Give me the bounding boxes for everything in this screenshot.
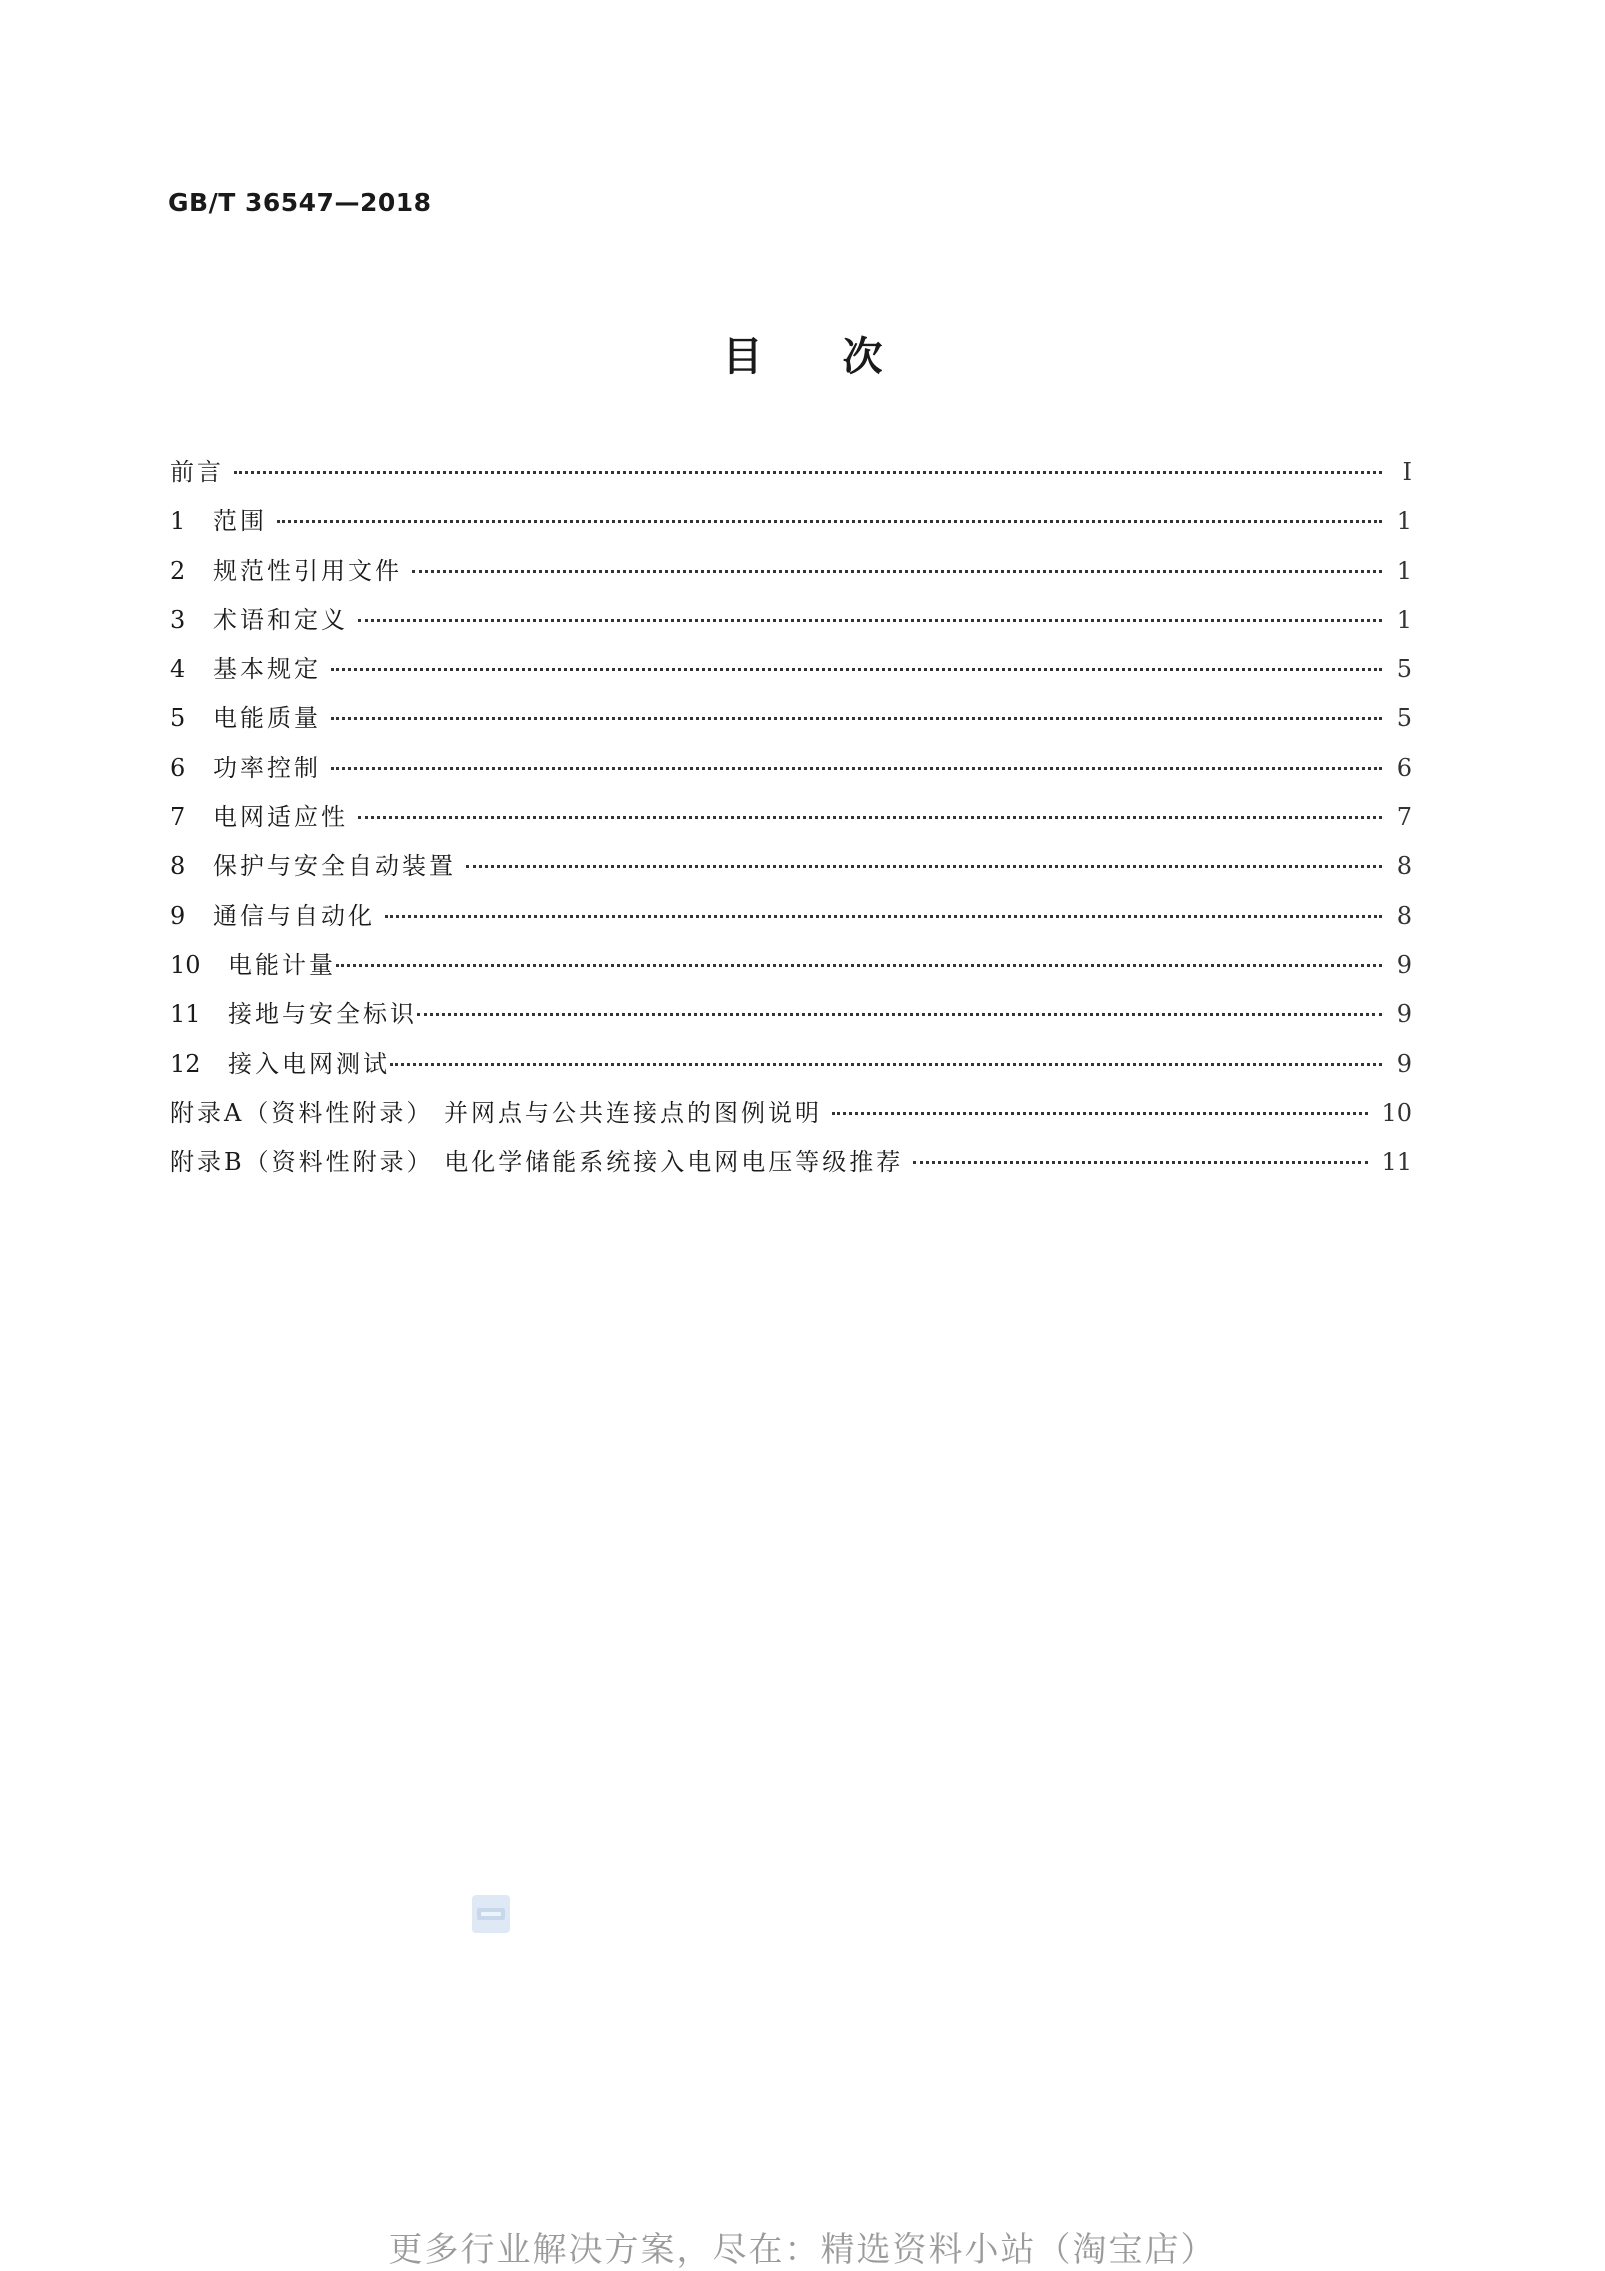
dot-leader <box>390 1063 1382 1066</box>
toc-entry-number: 6 <box>170 753 186 782</box>
toc-entry-page: 9 <box>1396 950 1412 979</box>
toc-entry-page: 9 <box>1396 1000 1412 1029</box>
dot-leader <box>331 668 1382 671</box>
page-title: 目次 <box>722 334 963 380</box>
toc-entry[interactable] <box>170 748 1412 797</box>
toc-entry[interactable] <box>170 945 1412 994</box>
toc-entry-number: 2 <box>170 556 186 585</box>
dot-leader <box>331 767 1382 770</box>
toc-entry-number: 3 <box>170 605 186 634</box>
toc-entry[interactable] <box>170 846 1412 895</box>
dot-leader <box>277 520 1382 523</box>
dot-leader <box>466 865 1382 868</box>
toc-entry-label: 基本规定 <box>213 655 321 684</box>
toc-entry[interactable] <box>170 551 1412 600</box>
toc-entry[interactable] <box>170 896 1412 945</box>
toc-entry[interactable] <box>170 600 1412 649</box>
dot-leader <box>385 915 1382 918</box>
toc-entry-number: 5 <box>170 704 186 733</box>
toc-entry-appendix-a[interactable] <box>170 1093 1412 1142</box>
table-of-contents <box>170 452 1412 1191</box>
toc-entry-page: 5 <box>1396 704 1412 733</box>
footer-note: 更多行业解决方案，尽在：精选资料小站（淘宝店） <box>388 2230 1217 2270</box>
dot-leader <box>913 1161 1368 1164</box>
toc-entry[interactable] <box>170 649 1412 698</box>
toc-entry-number: 1 <box>170 507 186 536</box>
toc-entry-page: 7 <box>1396 803 1412 832</box>
toc-entry-page: 1 <box>1396 507 1412 536</box>
toc-entry-label: 前言 <box>170 458 224 486</box>
dot-leader <box>331 717 1382 720</box>
toc-entry-label: 术语和定义 <box>213 605 348 634</box>
toc-entry-label: 电能计量 <box>228 950 336 979</box>
toc-entry-label: 接入电网测试 <box>228 1049 390 1078</box>
dot-leader <box>412 570 1382 573</box>
toc-entry-appendix-b[interactable] <box>170 1142 1412 1191</box>
toc-entry-label: 电能质量 <box>213 704 321 733</box>
toc-entry-label: 通信与自动化 <box>213 901 375 930</box>
toc-entry-number: 7 <box>170 803 186 832</box>
toc-entry-label: 接地与安全标识 <box>228 1000 417 1029</box>
toc-entry[interactable] <box>170 994 1412 1043</box>
toc-entry-label: 功率控制 <box>213 753 321 782</box>
toc-entry-page: 8 <box>1396 852 1412 881</box>
toc-entry-page: 11 <box>1381 1148 1412 1177</box>
toc-entry[interactable] <box>170 797 1412 846</box>
toc-entry[interactable] <box>170 1044 1412 1093</box>
dot-leader <box>358 816 1382 819</box>
toc-entry-page: 5 <box>1396 655 1412 684</box>
toc-entry-number: 10 <box>170 950 201 979</box>
toc-entry-label: 规范性引用文件 <box>213 556 402 585</box>
dot-leader <box>832 1112 1368 1115</box>
toc-entry-number: 4 <box>170 655 186 684</box>
toc-entry-label: 附录B（资料性附录） 电化学储能系统接入电网电压等级推荐 <box>170 1148 904 1177</box>
toc-entry-number: 12 <box>170 1049 201 1078</box>
dot-leader <box>417 1013 1382 1016</box>
toc-entry-page: I <box>1402 458 1412 486</box>
toc-entry-label: 范围 <box>213 507 267 536</box>
toc-entry[interactable] <box>170 501 1412 550</box>
toc-entry[interactable] <box>170 452 1412 501</box>
sac-logo-mark <box>476 1904 506 1924</box>
toc-entry-page: 6 <box>1396 753 1412 782</box>
toc-entry-page: 9 <box>1396 1049 1412 1078</box>
toc-entry-page: 10 <box>1381 1098 1412 1127</box>
toc-entry-page: 1 <box>1396 605 1412 634</box>
toc-entry-label: 电网适应性 <box>213 803 348 832</box>
toc-entry-label: 保护与安全自动装置 <box>213 852 456 881</box>
dot-leader <box>336 964 1382 967</box>
standard-code: GB/T 36547—2018 <box>168 188 432 217</box>
dot-leader <box>358 619 1382 622</box>
toc-entry-label: 附录A（资料性附录） 并网点与公共连接点的图例说明 <box>170 1098 822 1127</box>
toc-entry-number: 9 <box>170 901 186 930</box>
dot-leader <box>234 471 1382 474</box>
toc-entry[interactable] <box>170 698 1412 747</box>
toc-entry-number: 11 <box>170 1000 201 1029</box>
sac-logo-icon <box>472 1895 510 1933</box>
toc-entry-number: 8 <box>170 852 186 881</box>
toc-entry-page: 8 <box>1396 901 1412 930</box>
toc-entry-page: 1 <box>1396 556 1412 585</box>
